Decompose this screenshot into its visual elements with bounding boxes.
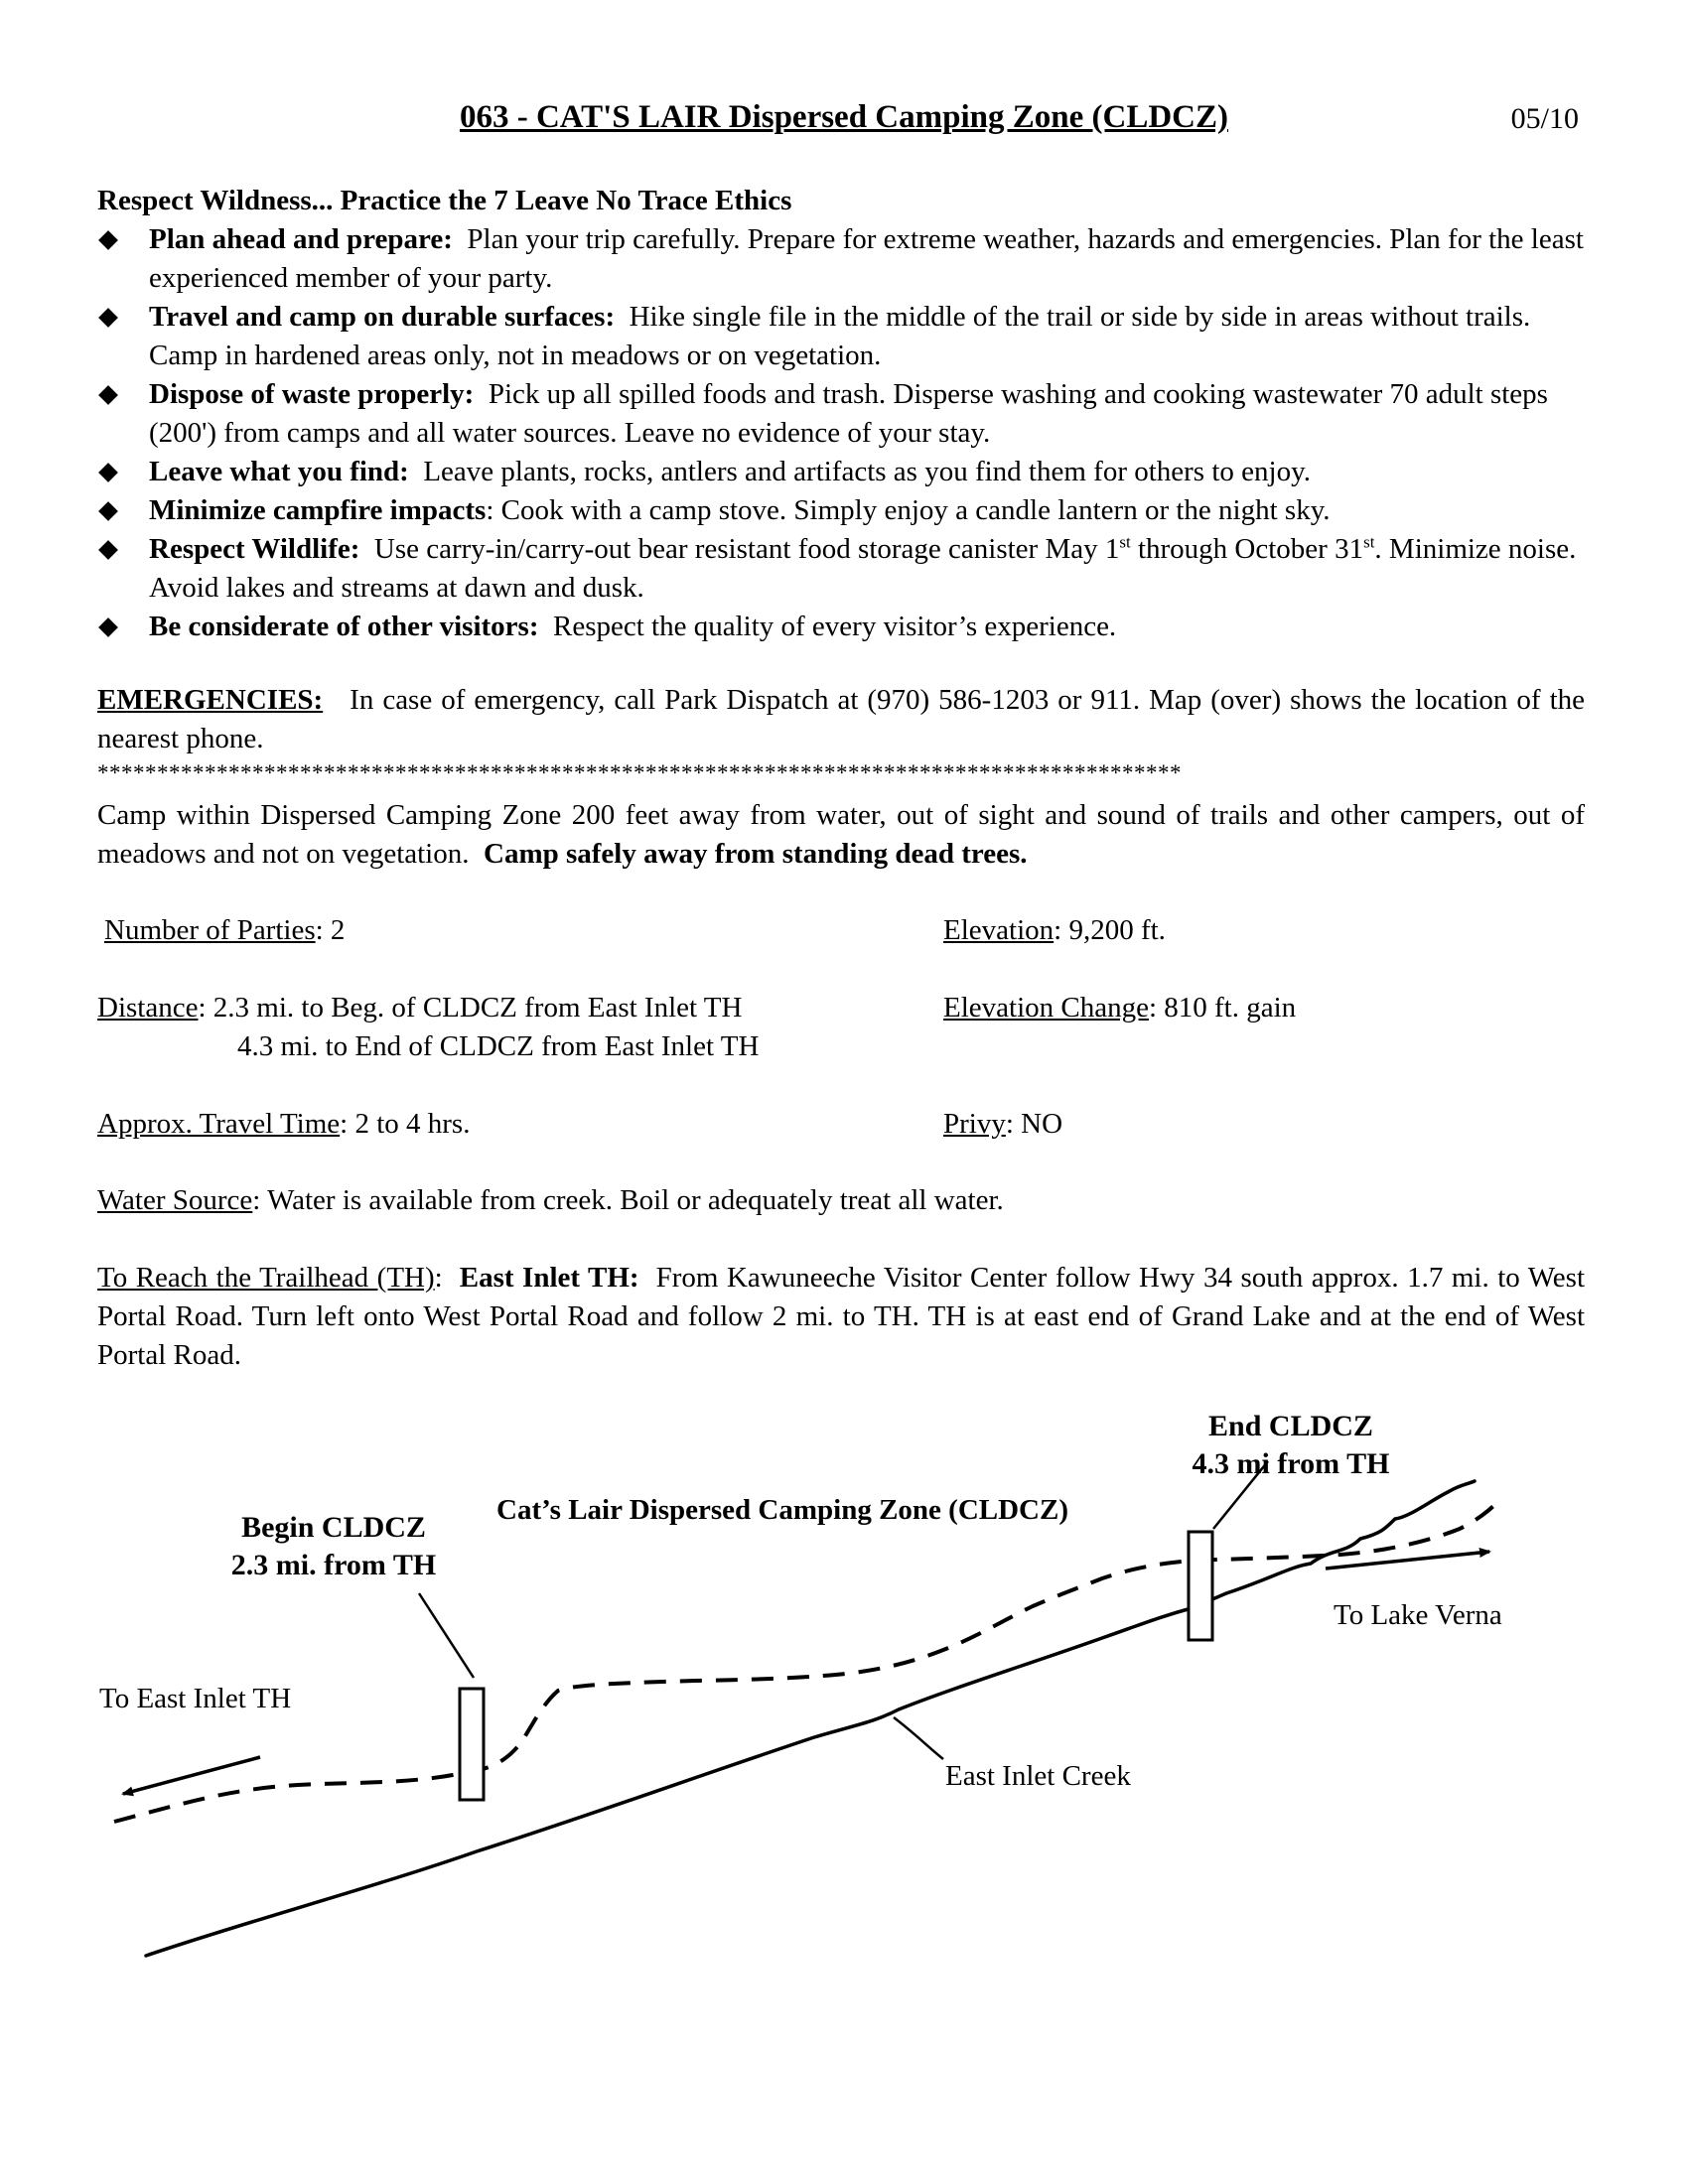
ethics-item-leave bbox=[97, 453, 1597, 491]
trailhead-directions-text: From Kawuneeche Visitor Center follow Hwy 34 south approx. 1.7 mi. to West Portal Road. Turn left onto West Portal Road and follow 2 mi. to TH. TH is at east end of Grand Lake and at the end of West Portal Road. bbox=[97, 1262, 1586, 1371]
ethics-item-title: Minimize campfire impacts bbox=[149, 494, 487, 526]
travel-time-field bbox=[97, 1105, 470, 1144]
end-zone-label-line2: 4.3 mi from TH bbox=[1192, 1447, 1390, 1480]
ethics-item-text: Use carry-in/carry-out bear resistant food storage canister May 1 bbox=[373, 533, 1120, 565]
ethics-item-title: Leave what you find: bbox=[149, 456, 409, 487]
ethics-item-title: Respect Wildlife: bbox=[149, 533, 360, 565]
end-zone-marker bbox=[1189, 1532, 1212, 1640]
distance-value-begin: : 2.3 mi. to Beg. of CLDCZ from East Inlet TH bbox=[198, 992, 743, 1024]
water-source-value: : Water is available from creek. Boil or adequately treat all water. bbox=[252, 1184, 1004, 1216]
leave-no-trace-section bbox=[97, 182, 1597, 646]
ethics-item-text: : Cook with a camp stove. Simply enjoy a candle lantern or the night sky. bbox=[486, 494, 1331, 526]
trailhead-colon: : bbox=[434, 1262, 443, 1294]
distance-field bbox=[97, 989, 742, 1027]
ethics-item-travel bbox=[97, 298, 1597, 375]
water-source-label: Water Source bbox=[97, 1184, 253, 1216]
distance-label: Distance bbox=[97, 992, 199, 1024]
elevation-change-label: Elevation Change bbox=[943, 992, 1149, 1024]
diamond-bullet-icon bbox=[98, 385, 118, 405]
trailhead-name: East Inlet TH: bbox=[459, 1262, 639, 1294]
diamond-bullet-icon bbox=[98, 230, 118, 250]
diamond-bullet-icon bbox=[98, 540, 118, 560]
ethics-item-title: Plan ahead and prepare: bbox=[149, 223, 453, 255]
zone-title-label: Cat’s Lair Dispersed Camping Zone (CLDCZ) bbox=[496, 1494, 1068, 1526]
privy-field bbox=[943, 1105, 1062, 1144]
ethics-item-text: . Minimize noise. Avoid lakes and streams at dawn and dusk. bbox=[149, 533, 1577, 604]
ethics-item-visitors bbox=[97, 608, 1597, 646]
arrow-to-east-inlet-icon bbox=[123, 1757, 260, 1794]
travel-time-value: : 2 to 4 hrs. bbox=[340, 1108, 471, 1140]
camp-rule-paragraph bbox=[97, 796, 1585, 874]
trailhead-label: To Reach the Trailhead (TH) bbox=[97, 1262, 435, 1294]
document-title: 063 - CAT'S LAIR Dispersed Camping Zone (CLDCZ) bbox=[459, 99, 1229, 135]
ethics-list bbox=[97, 220, 1597, 646]
camp-rule-text: Camp within Dispersed Camping Zone 200 feet away from water, out of sight and sound of trails and other campers, out of meadows and not on vegetation. bbox=[97, 799, 1585, 870]
elevation-value: : 9,200 ft. bbox=[1054, 914, 1166, 946]
trailhead-directions bbox=[97, 1259, 1585, 1375]
privy-value: : NO bbox=[1005, 1108, 1063, 1140]
diamond-bullet-icon bbox=[98, 501, 118, 521]
elevation-label: Elevation bbox=[943, 914, 1055, 946]
distance-value-end: 4.3 mi. to End of CLDCZ from East Inlet TH bbox=[237, 1030, 760, 1062]
parties-value: : 2 bbox=[315, 914, 346, 946]
privy-label: Privy bbox=[943, 1108, 1006, 1140]
travel-time-label: Approx. Travel Time bbox=[97, 1108, 341, 1140]
creek-label-leader bbox=[894, 1717, 943, 1759]
ethics-item-text: Plan your trip carefully. Prepare for extreme weather, hazards and emergencies. Plan for the least experienced member of your party. bbox=[149, 223, 1584, 294]
elevation-change-field bbox=[943, 989, 1296, 1027]
camp-rule-warning: Camp safely away from standing dead trees. bbox=[484, 838, 1028, 870]
ordinal-suffix: st bbox=[1119, 532, 1131, 552]
emergency-label: EMERGENCIES: bbox=[97, 684, 324, 716]
to-east-inlet-label: To East Inlet TH bbox=[99, 1683, 292, 1714]
begin-zone-label-line1: Begin CLDCZ bbox=[241, 1511, 426, 1544]
ethics-item-campfire bbox=[97, 491, 1597, 530]
diamond-bullet-icon bbox=[98, 463, 118, 482]
begin-zone-marker bbox=[460, 1689, 484, 1800]
ethics-item-title: Dispose of waste properly: bbox=[149, 378, 475, 410]
begin-zone-label-line2: 2.3 mi. from TH bbox=[230, 1549, 437, 1581]
elevation-change-value: : 810 ft. gain bbox=[1148, 992, 1297, 1024]
revision-date: 05/10 bbox=[1510, 102, 1579, 135]
ethics-item-text: Respect the quality of every visitor’s experience. bbox=[553, 611, 1117, 642]
emergency-paragraph bbox=[97, 681, 1585, 758]
ethics-item-text: Hike single file in the middle of the trail or side by side in areas without trails. Camp in hardened areas only, not in meadows or on vegetation. bbox=[149, 301, 1531, 371]
parties-label: Number of Parties bbox=[104, 914, 316, 946]
trail-map-sketch bbox=[0, 1390, 1688, 1985]
begin-label-leader bbox=[419, 1593, 474, 1678]
elevation-field bbox=[943, 911, 1166, 950]
end-zone-label-line1: End CLDCZ bbox=[1208, 1410, 1373, 1442]
trail-line bbox=[114, 1497, 1501, 1822]
ethics-item-title: Travel and camp on durable surfaces: bbox=[149, 301, 616, 333]
ethics-item-text: Pick up all spilled foods and trash. Disperse washing and cooking wastewater 70 adult steps (200') from camps and all water sources. Leave no evidence of your stay. bbox=[149, 378, 1548, 449]
creek-label: East Inlet Creek bbox=[945, 1760, 1131, 1792]
ethics-heading: Respect Wildness... Practice the 7 Leave No Trace Ethics bbox=[97, 185, 792, 216]
emergency-text: In case of emergency, call Park Dispatch at (970) 586-1203 or 911. Map (over) shows the location of the nearest phone. bbox=[97, 684, 1585, 754]
ethics-item-title: Be considerate of other visitors: bbox=[149, 611, 539, 642]
diamond-bullet-icon bbox=[98, 617, 118, 637]
ordinal-suffix: st bbox=[1363, 532, 1375, 552]
to-lake-verna-label: To Lake Verna bbox=[1334, 1599, 1502, 1631]
separator-line: ******************************************************************************************* bbox=[97, 760, 1182, 785]
diamond-bullet-icon bbox=[98, 308, 118, 328]
ethics-item-plan bbox=[97, 220, 1597, 298]
parties-field bbox=[104, 911, 345, 950]
ethics-item-waste bbox=[97, 375, 1597, 453]
ethics-item-text: Leave plants, rocks, antlers and artifacts as you find them for others to enjoy. bbox=[423, 456, 1311, 487]
ethics-item-wildlife bbox=[97, 530, 1597, 608]
ethics-item-text: through October 31 bbox=[1130, 533, 1364, 565]
water-source-field bbox=[97, 1181, 1004, 1220]
